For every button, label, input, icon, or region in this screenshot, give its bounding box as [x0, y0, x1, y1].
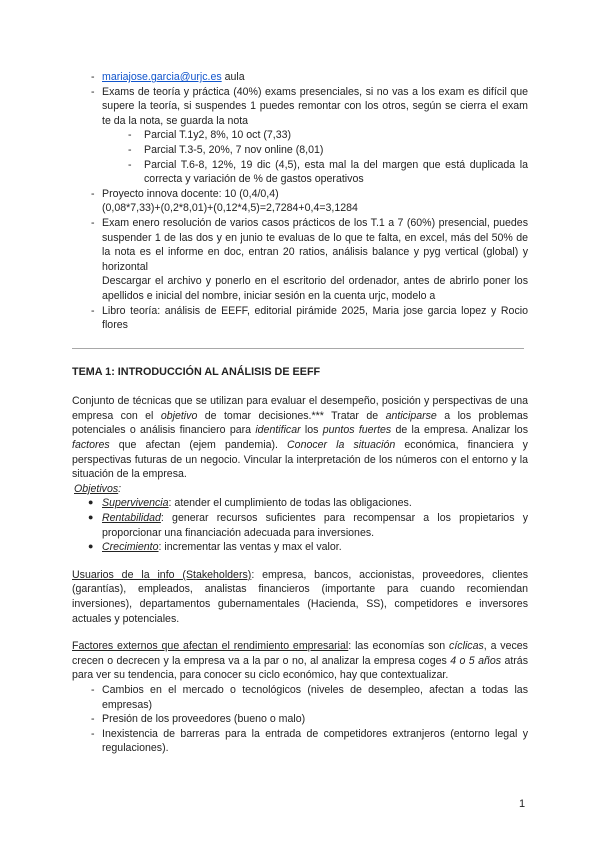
dash-bullet: - [91, 304, 95, 317]
dash-bullet: - [128, 158, 132, 171]
dash-bullet: - [91, 216, 95, 229]
factores-label: Factores externos que afectan el rendimiento empresarial [72, 640, 349, 653]
dash-bullet: - [91, 71, 95, 83]
text-run: Conjunto de técnicas que se utilizan para evaluar el desempeño, posición y perspectivas de una empresa con el [72, 395, 528, 422]
dash-bullet: - [128, 143, 132, 156]
paragraph-usuarios [72, 568, 528, 626]
dash-bullet: - [128, 129, 132, 142]
parcial-text: Parcial T.6-8, 12%, 19 dic (4,5), esta mal la del margen que está duplicada la correcta y variación de % de gastos operativos [144, 158, 528, 186]
proyecto-line-1: Proyecto innova docente: 10 (0,4/0,4) [102, 187, 279, 200]
objetivo-item-crecimiento [72, 540, 528, 555]
italic-run: objetivo [160, 409, 198, 422]
objetivo-item-supervivencia [72, 496, 528, 511]
parcial-text: Parcial T.3-5, 20%, 7 nov online (8,01) [144, 143, 324, 156]
objetivo-term: Crecimiento [102, 541, 159, 554]
factor-item-barreras [72, 727, 528, 756]
spacer [72, 626, 528, 639]
text-run: de la empresa. Analizar los [391, 424, 528, 437]
objetivo-desc: : atender el cumplimiento de todas las obligaciones. [168, 497, 412, 510]
text-run: de tomar decisiones.*** Tratar de [197, 409, 386, 422]
list-item-libro [72, 304, 528, 333]
exams-text: Exams de teoría y práctica (40%) exams presenciales, si no vas a los exam es difícil que supere la teoría, si suspendes 1 puedes remontar con los otros, según se cierra el exam te da la nota, se guarda la nota [102, 85, 528, 127]
text-run: , a veces crecen o decrecen y la empresa va a la par o no, al analizar la empresa coges [72, 640, 528, 667]
objetivos-label-text: Objetivos [74, 482, 119, 495]
list-item-exam-enero [72, 216, 528, 274]
italic-run: 4 o 5 años [450, 654, 502, 667]
factor-item-presion [72, 712, 528, 727]
objetivo-term: Rentabilidad [102, 512, 161, 525]
dot-bullet: ● [88, 541, 94, 552]
horizontal-divider [72, 348, 524, 349]
paragraph-conjunto [72, 394, 528, 482]
objetivos-colon: : [118, 482, 122, 495]
list-item-proyecto [72, 187, 528, 216]
objetivo-desc: : incrementar las ventas y max el valor. [158, 541, 342, 554]
dot-bullet: ● [88, 512, 94, 523]
factor-text: Presión de los proveedores (bueno o malo) [102, 713, 306, 726]
list-item-parcial-3 [72, 158, 528, 187]
objetivo-term: Supervivencia [102, 497, 169, 510]
dash-bullet: - [91, 187, 95, 200]
usuarios-label: Usuarios de la info (Stakeholders) [72, 568, 252, 581]
list-item-parcial-2 [72, 143, 528, 158]
usuarios-text: : empresa, bancos, accionistas, proveedores, clientes (garantías), empleados, analistas financieros (importante para cuando recomiendan inversiones), departamentos gubernamentales (Hacienda, SS), competidores e inversores actuales y potenciales. [72, 568, 528, 625]
dash-bullet: - [91, 727, 95, 740]
italic-run: anticiparse [385, 409, 437, 422]
factor-text: Inexistencia de barreras para la entrada de competidores extranjeros (entorno legal y regulaciones). [102, 727, 528, 755]
section-title: TEMA 1: INTRODUCCIÓN AL ANÁLISIS DE EEFF [72, 365, 321, 378]
list-item-exams [72, 85, 528, 129]
italic-run: Conocer la situación [287, 439, 396, 452]
text-run: atrás para ver su tendencia, para conocer su ciclo económico, hay que contextualizar. [72, 654, 528, 682]
italic-run: identificar [255, 424, 301, 437]
italic-run: factores [72, 439, 110, 452]
factor-text: Cambios en el mercado o tecnológicos (niveles de desempleo, afectan a todas las empresas) [102, 683, 528, 711]
libro-text: Libro teoría: análisis de EEFF, editorial pirámide 2025, Maria jose garcia lopez y Rocio flores [102, 304, 528, 332]
page-number: 1 [519, 798, 526, 810]
dot-bullet: ● [88, 497, 94, 508]
email-link[interactable]: mariajose.garcia@urjc.es [102, 71, 222, 83]
objetivos-label [72, 482, 528, 497]
page-content [72, 70, 528, 756]
dash-bullet: - [91, 85, 95, 98]
exam-enero-text: Exam enero resolución de varios casos prácticos de los T.1 a 7 (60%) presencial, puedes suspender 1 de las dos y en junio te evaluas de lo que te falta, en excel, más del 50% de la nota es el informe en doc, entran 20 ratios, análisis balance y pyg vertical (global) y horizontal [102, 216, 528, 273]
parcial-text: Parcial T.1y2, 8%, 10 oct (7,33) [144, 129, 292, 142]
descargar-text: Descargar el archivo y ponerlo en el escritorio del ordenador, antes de abrirlo poner los apellidos e inicial del nombre, iniciar sesión en la cuenta urjc, modelo a [102, 275, 528, 302]
italic-run: cíclicas [449, 640, 484, 653]
paragraph-factores [72, 639, 528, 683]
proyecto-line-2: (0,08*7,33)+(0,2*8,01)+(0,12*4,5)=2,7284+0,4=3,1284 [102, 202, 358, 215]
objetivo-item-rentabilidad [72, 511, 528, 540]
factor-item-cambios [72, 683, 528, 712]
text-run: económica, financiera y perspectivas futuras de un negocio. Vincular la interpretación de los números con el entorno y la situación de la empresa. [72, 439, 528, 481]
dash-bullet: - [91, 683, 95, 696]
spacer [72, 555, 528, 568]
objetivo-desc: : generar recursos suficientes para recompensar a los propietarios y proporcionar una financiación adecuada para inversiones. [102, 512, 528, 539]
text-run: que afectan (ejem pandemia). [109, 439, 288, 452]
text-run: a los problemas potenciales o análisis financiero para [72, 409, 529, 437]
email-suffix: aula [221, 71, 245, 83]
dash-bullet: - [91, 713, 95, 726]
list-item-parcial-1 [72, 128, 528, 143]
text-run: los [300, 424, 323, 437]
text-run: : las economías son [348, 640, 450, 653]
italic-run: puntos fuertes [322, 424, 392, 437]
list-item-email [72, 70, 528, 85]
